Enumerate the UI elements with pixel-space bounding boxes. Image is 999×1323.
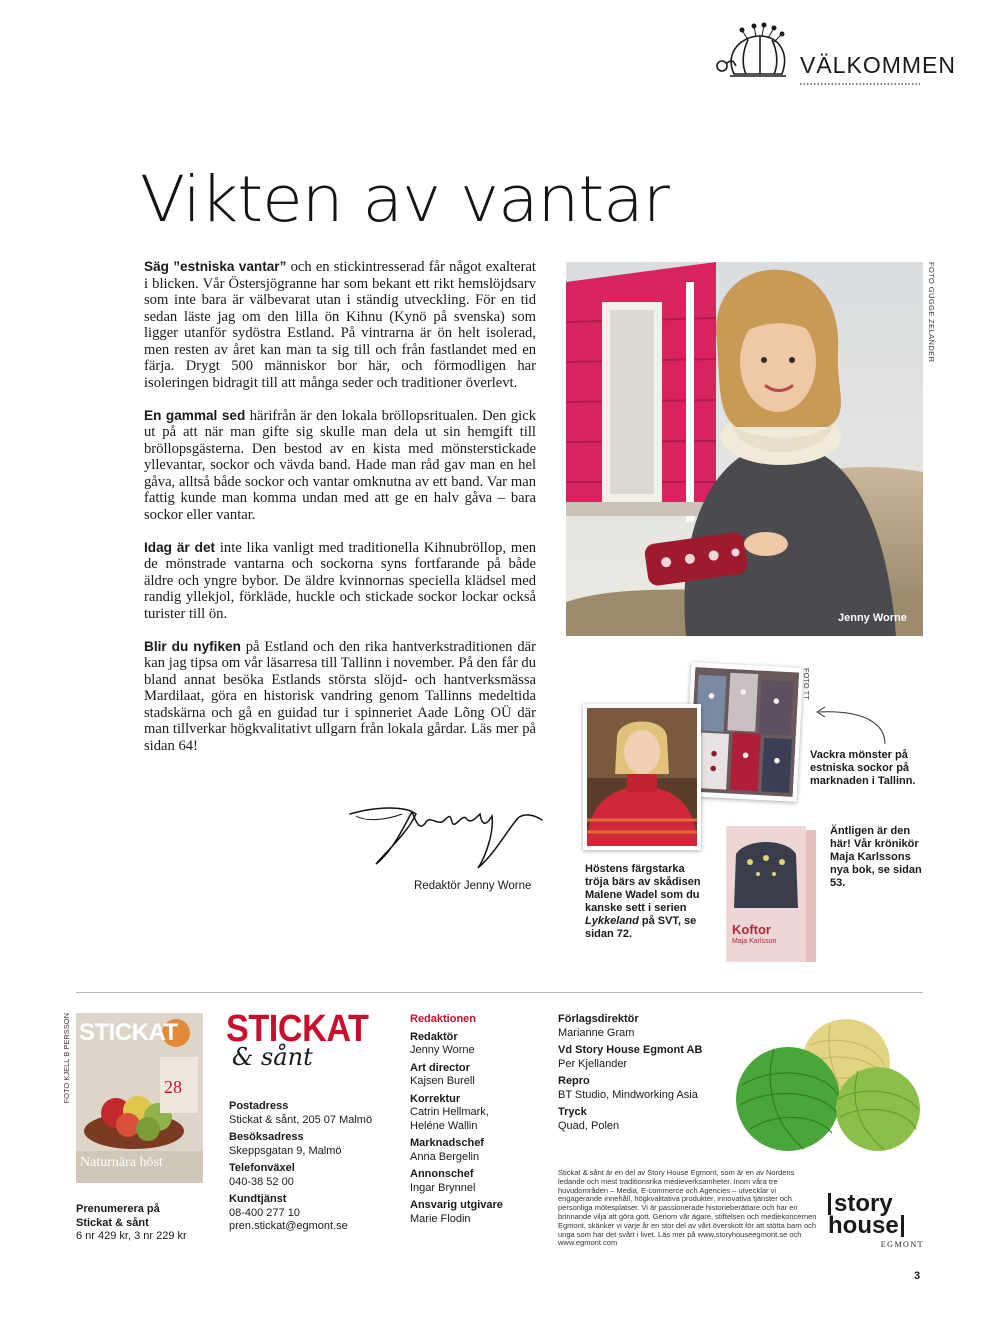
text-4: på Estland och den rika hantverkstraditionen där kan jag tipsa om vår läsarresa till Tallinn i november. På den får du bland annat besöka Estlands största slöjd- och hantverksmässa Mardilaat, göra en historisk vandring genom Tallinns medeltida stadskärna och gå en guidad tur i spinneriet Aade Lõng OÜ där man tillverkar högkvalitativt ullgarn från lokala gårdar. Läs mer på sidan 64! bbox=[144, 638, 536, 754]
magazine-cover[interactable] bbox=[76, 1013, 203, 1183]
staff-label: Korrektur bbox=[410, 1092, 461, 1105]
kundtjanst-email[interactable]: pren.stickat@egmont.se bbox=[229, 1220, 348, 1232]
publisher-label: Vd Story House Egmont AB bbox=[558, 1044, 703, 1056]
editorial-staff-column bbox=[410, 1013, 503, 1230]
postadress-value: Stickat & sånt, 205 07 Malmö bbox=[229, 1113, 373, 1126]
article-title: Vikten av vantar bbox=[140, 162, 669, 237]
staff-label: Annonschef bbox=[410, 1168, 474, 1180]
redaktionen-heading: Redaktionen bbox=[410, 1013, 477, 1025]
text-1: och en stickintresserad får något exalterat i blicken. Vår Östersjögranne har som bekant ett rikt hemslöjdsarv som inte bara är välbevarat utan i ständig utveckling. För en tid sedan läste jag om den lilla ön Kihnu (Kynö på svenska) som ligger utanför sydöstra Estland. På vintrarna är ön helt isolerad, men resten av året kan man ta sig till och från fastlandet med en färja. Drygt 500 människor bor här, och förmodligen har isoleringen bidragit till att många seder och traditioner överlevt. bbox=[144, 259, 536, 391]
paragraph-4 bbox=[144, 639, 536, 755]
book-author: Maja Karlsson bbox=[732, 938, 777, 945]
telefon-label: Telefonväxel bbox=[229, 1162, 295, 1174]
staff-value: Anna Bergelin bbox=[410, 1150, 480, 1163]
photo-caption-name: Jenny Worne bbox=[838, 612, 907, 624]
sweater-caption-series: Lykkeland bbox=[585, 915, 639, 927]
logo-word-house: house bbox=[828, 1215, 904, 1237]
magazine-logo-sub: & sånt bbox=[232, 1043, 313, 1071]
text-2: härifrån är den lokala bröllopsritualen. Den gick ut på att när man gifte sig skulle man dela ut sin hemgift till bröllopsgästerna. Den bestod av en kista med mönsterstickade yllevantar, sockor och vävda band. Hade man råd gav man en hel gåva, alltså både sockor och vantar omknutna av ett band. Var man fattig kunde man komma undan med att ge en halv gåva – bara sockor eller vantar. bbox=[144, 407, 536, 523]
book-title: Koftor bbox=[732, 922, 771, 937]
photo-credit-tt: FOTO TT bbox=[802, 668, 811, 700]
cover-title: STICKAT bbox=[79, 1019, 178, 1046]
socks-photo bbox=[685, 662, 804, 802]
publisher-label: Repro bbox=[558, 1075, 590, 1087]
curved-arrow-icon bbox=[805, 700, 895, 750]
lead-1: Säg ”estniska vantar” bbox=[144, 259, 287, 274]
subscribe-title-2: Stickat & sånt bbox=[76, 1216, 149, 1229]
text-3: inte lika vanligt med traditionella Kihnubröllop, men de mönstrade vantarna och sockorna syns fortfarande på både äldre och yngre bybor. De äldre kvinnornas speciella klädsel med randig yllekjol, förkläde, huckle och stickade sockor lockar också turister till ön. bbox=[144, 539, 536, 622]
staff-label: Marknadschef bbox=[410, 1137, 484, 1149]
telefon-value: 040-38 52 00 bbox=[229, 1175, 294, 1188]
page-number: 3 bbox=[914, 1270, 921, 1282]
footer-divider bbox=[76, 992, 923, 993]
staff-value: Ingar Brynnel bbox=[410, 1181, 476, 1194]
sweater-caption-post: på SVT, se sidan 72. bbox=[585, 915, 697, 940]
staff-label: Ansvarig utgivare bbox=[410, 1199, 503, 1211]
article-body bbox=[144, 259, 536, 771]
kundtjanst-label: Kundtjänst bbox=[229, 1193, 287, 1205]
staff-value: Heléne Wallin bbox=[410, 1119, 478, 1132]
section-label: VÄLKOMMEN bbox=[800, 52, 956, 78]
address-column bbox=[229, 1100, 372, 1234]
staff-value: Marie Flodin bbox=[410, 1212, 471, 1225]
svg-text:28: 28 bbox=[164, 1077, 182, 1097]
paragraph-1 bbox=[144, 259, 536, 391]
signature-caption: Redaktör Jenny Worne bbox=[414, 880, 532, 892]
paragraph-2 bbox=[144, 408, 536, 524]
handwritten-signature bbox=[346, 792, 546, 872]
yarn-balls-image bbox=[734, 1005, 924, 1155]
publisher-value: Quad, Polen bbox=[558, 1119, 620, 1132]
postadress-label: Postadress bbox=[229, 1100, 289, 1112]
staff-label: Redaktör bbox=[410, 1030, 458, 1043]
publisher-label: Förlagsdirektör bbox=[558, 1013, 639, 1025]
kundtjanst-phone: 08-400 277 10 bbox=[229, 1206, 300, 1219]
paragraph-3 bbox=[144, 540, 536, 623]
lead-3: Idag är det bbox=[144, 539, 216, 555]
subscribe-price: 6 nr 429 kr, 3 nr 229 kr bbox=[76, 1230, 187, 1242]
staff-value: Kajsen Burell bbox=[410, 1075, 475, 1087]
editor-photo bbox=[566, 262, 923, 636]
pincushion-icon bbox=[712, 22, 792, 82]
cover-photo-credit: FOTO KJELL B PERSSON bbox=[62, 1013, 71, 1104]
sweater-caption-pre: Höstens färgstarka tröja bärs av skådisen Malene Wadel som du kanske sett i serien bbox=[585, 863, 701, 914]
magazine-logo: STICKAT bbox=[226, 1008, 369, 1050]
photo-credit: FOTO GUGGE ZELANDER bbox=[927, 262, 936, 363]
besoksadress-label: Besöksadress bbox=[229, 1131, 304, 1143]
book-photo bbox=[720, 818, 824, 968]
besoksadress-value: Skeppsgatan 9, Malmö bbox=[229, 1144, 342, 1157]
story-house-egmont-logo bbox=[828, 1190, 924, 1249]
logo-word-egmont: EGMONT bbox=[880, 1240, 924, 1249]
subscription-info bbox=[76, 1203, 187, 1244]
dotted-rule bbox=[800, 82, 920, 86]
lead-4: Blir du nyfiken bbox=[144, 638, 241, 654]
socks-caption: Vackra mönster på estniska sockor på marknaden i Tallinn. bbox=[810, 749, 916, 787]
sweater-caption bbox=[585, 863, 710, 941]
publisher-value: Per Kjellander bbox=[558, 1057, 628, 1070]
publisher-column bbox=[558, 1013, 702, 1137]
logo-word-story: story bbox=[828, 1193, 924, 1215]
staff-value: Jenny Worne bbox=[410, 1044, 475, 1056]
staff-value: Catrin Hellmark, bbox=[410, 1106, 489, 1118]
subscribe-title-1: Prenumerera på bbox=[76, 1203, 160, 1215]
publisher-value: BT Studio, Mindworking Asia bbox=[558, 1088, 698, 1101]
publisher-value: Marianne Gram bbox=[558, 1026, 635, 1039]
cover-tagline: Naturnära höst bbox=[80, 1155, 163, 1170]
sweater-photo bbox=[583, 704, 701, 850]
lead-2: En gammal sed bbox=[144, 407, 246, 423]
publisher-about-text: Stickat & sånt är en del av Story House Egmont, som är en av Nordens ledande och mest traditionsrika medieverksamheter. Inom våra tre huvudområden – Media, E-commerce och Agencies – utvecklar vi engagerande innehåll, högkvalitativa produkter, innovativa tjänster och personliga mötesplatser. Vi är passionerade historieberättare och har en brinnande vilja att göra gott. Genom vår ägare, stiftelsen och mediekoncernen Egmont, skänker vi varje år en stor del av vårt överskott för att stötta barn och unga som har det svårt i livet. Läs mer på www.storyhouseegmont.se och www.egmont.com bbox=[558, 1168, 817, 1248]
publisher-label: Tryck bbox=[558, 1106, 587, 1118]
book-caption: Äntligen är den här! Vår krönikör Maja Karlssons nya bok, se sidan 53. bbox=[830, 825, 922, 889]
staff-label: Art director bbox=[410, 1061, 470, 1074]
